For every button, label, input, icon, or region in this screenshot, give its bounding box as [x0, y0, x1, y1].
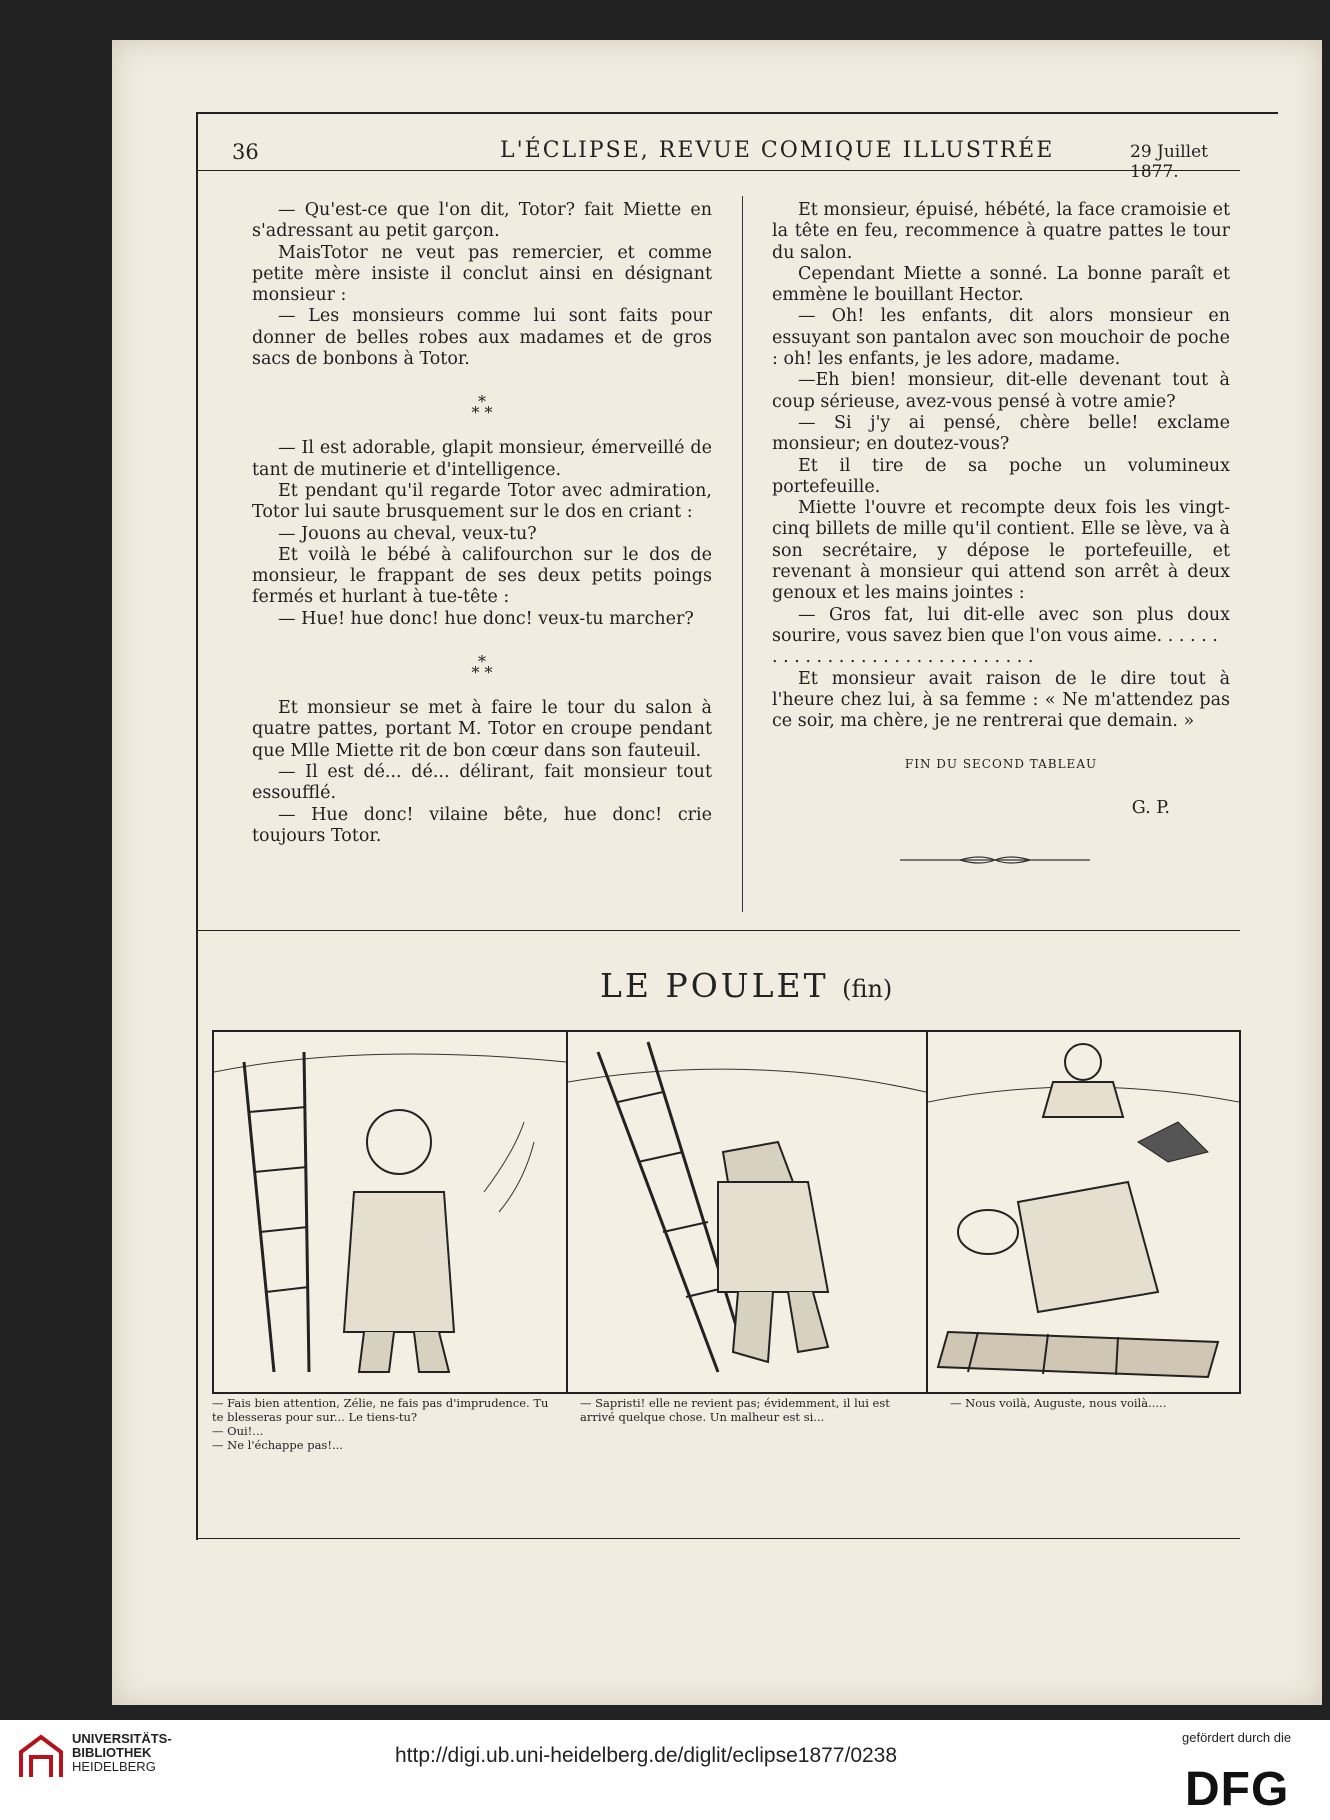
paragraph: — Si j'y ai pensé, chère belle! exclame monsieur; en doutez-vous? [772, 412, 1230, 455]
caption-panel-3 [950, 1396, 1240, 1410]
paragraph: Miette l'ouvre et recompte deux fois les vingt-cinq billets de mille qu'il contient. Elle se lève, va à son secrétaire, y dépose le portefeuille, et revenant à monsieur qui attend son arrêt à deux genoux et les mains jointes : [772, 498, 1230, 604]
paragraph: —Eh bien! monsieur, dit-elle devenant tout à coup sérieuse, avez-vous pensé à votre amie? [772, 370, 1230, 412]
paragraph: Et monsieur, épuisé, hébété, la face cramoisie et la tête en feu, recommence à quatre pattes le tour du salon. [772, 200, 1230, 263]
issue-date: 29 Juillet 1877. [1130, 142, 1209, 182]
signature: G. P. [1131, 797, 1170, 818]
panel-1-illustration [214, 1032, 566, 1392]
section-rule [198, 930, 1240, 931]
caption-text: — Oui!... [212, 1424, 264, 1438]
caption-text: — Sapristi! elle ne revient pas; évidemment, il lui est arrivé quelque chose. Un malheur est si... [580, 1396, 890, 1424]
paragraph: MaisTotor ne veut pas remercier, et comme petite mère insiste il conclut ainsi en désignant monsieur : [252, 242, 712, 306]
paragraph: — Qu'est-ce que l'on dit, Totor? fait Miette en s'adressant au petit garçon. [252, 200, 712, 242]
caption-panel-1 [212, 1396, 562, 1452]
permalink-url[interactable]: http://digi.ub.uni-heidelberg.de/diglit/eclipse1877/0238 [395, 1744, 898, 1767]
funding-text: gefördert durch die [1182, 1730, 1292, 1745]
paragraph: — Gros fat, lui dit-elle avec son plus doux sourire, vous savez bien que l'on vous aime. . . . . . [772, 604, 1230, 646]
paragraph: Et voilà le bébé à califourchon sur le dos de monsieur, le frappant de ses deux petits poings fermés et hurlant à tue-tête : [252, 544, 712, 608]
comic-strip [212, 1030, 1241, 1394]
paragraph: — Il est adorable, glapit monsieur, émerveillé de tant de mutinerie et d'intelligence. [252, 438, 712, 480]
page-number: 36 [232, 140, 259, 164]
paragraph: — Jouons au cheval, veux-tu? [278, 523, 537, 544]
paragraph: Et pendant qu'il regarde Totor avec admiration, Totor lui saute brusquement sur le dos en criant : [252, 480, 712, 523]
caption-text: — Fais bien attention, Zélie, ne fais pas d'imprudence. Tu te blesseras pour sur... Le tiens-tu? [212, 1396, 549, 1424]
right-column [772, 200, 1230, 819]
comic-title-text: LE POULET [600, 966, 829, 1005]
column-divider [742, 196, 743, 912]
comic-title-suffix: (fin) [842, 975, 893, 1003]
panel-2-illustration [568, 1032, 926, 1392]
comic-panel-3 [928, 1032, 1239, 1392]
paragraph: — Les monsieurs comme lui sont faits pour donner de belles robes aux madames et de gros sacs de bonbons à Totor. [252, 306, 712, 370]
comic-title [600, 966, 892, 1005]
paragraph: — Il est dé... dé... délirant, fait monsieur tout essoufflé. [252, 761, 712, 804]
caption-text: — Nous voilà, Auguste, nous voilà..... [950, 1396, 1167, 1410]
digitization-footer [0, 1720, 1330, 1820]
paragraph: — Hue! hue donc! hue donc! veux-tu marcher? [278, 608, 694, 629]
bottom-rule [198, 1538, 1240, 1539]
paragraph: — Hue donc! vilaine bête, hue donc! crie toujours Totor. [252, 804, 712, 846]
paragraph: — Oh! les enfants, dit alors monsieur en essuyant son pantalon avec son mouchoir de poche : oh! les enfants, je les adore, madame. [772, 306, 1230, 370]
left-column [252, 200, 712, 847]
university-library-icon [16, 1732, 66, 1782]
section-separator-stars: * * * [471, 392, 493, 423]
header-side-rule [196, 112, 198, 1540]
ornament-divider [900, 852, 1090, 868]
ellipsis-line: . . . . . . . . . . . . . . . . . . . . . . . . [772, 647, 1034, 668]
caption-panel-2 [580, 1396, 910, 1424]
page-header [200, 132, 1240, 182]
comic-panel-2 [568, 1032, 928, 1392]
header-top-rule [196, 112, 1278, 114]
comic-panel-1 [214, 1032, 568, 1392]
section-separator-stars: * * * [471, 652, 493, 683]
panel-3-illustration [928, 1032, 1239, 1392]
paragraph: Et monsieur avait raison de le dire tout à l'heure chez lui, à sa femme : « Ne m'attendez pas ce soir, ma chère, je ne rentrerai que demain. » [772, 668, 1230, 732]
paragraph: Et il tire de sa poche un volumineux portefeuille. [772, 455, 1230, 497]
library-name: UNIVERSITÄTS- BIBLIOTHEK HEIDELBERG [72, 1731, 172, 1774]
paragraph: Et monsieur se met à faire le tour du salon à quatre pattes, portant M. Totor en croupe pendant que Mlle Miette rit de bon cœur dans son fauteuil. [252, 698, 712, 761]
journal-title: L'ÉCLIPSE, REVUE COMIQUE ILLUSTRÉE [500, 138, 1055, 163]
header-bottom-rule [198, 170, 1240, 171]
paragraph: Cependant Miette a sonné. La bonne paraît et emmène le bouillant Hector. [772, 263, 1230, 306]
caption-text: — Ne l'échappe pas!... [212, 1438, 343, 1452]
end-note: FIN DU SECOND TABLEAU [904, 757, 1098, 772]
dfg-logo: DFG [1185, 1763, 1290, 1816]
